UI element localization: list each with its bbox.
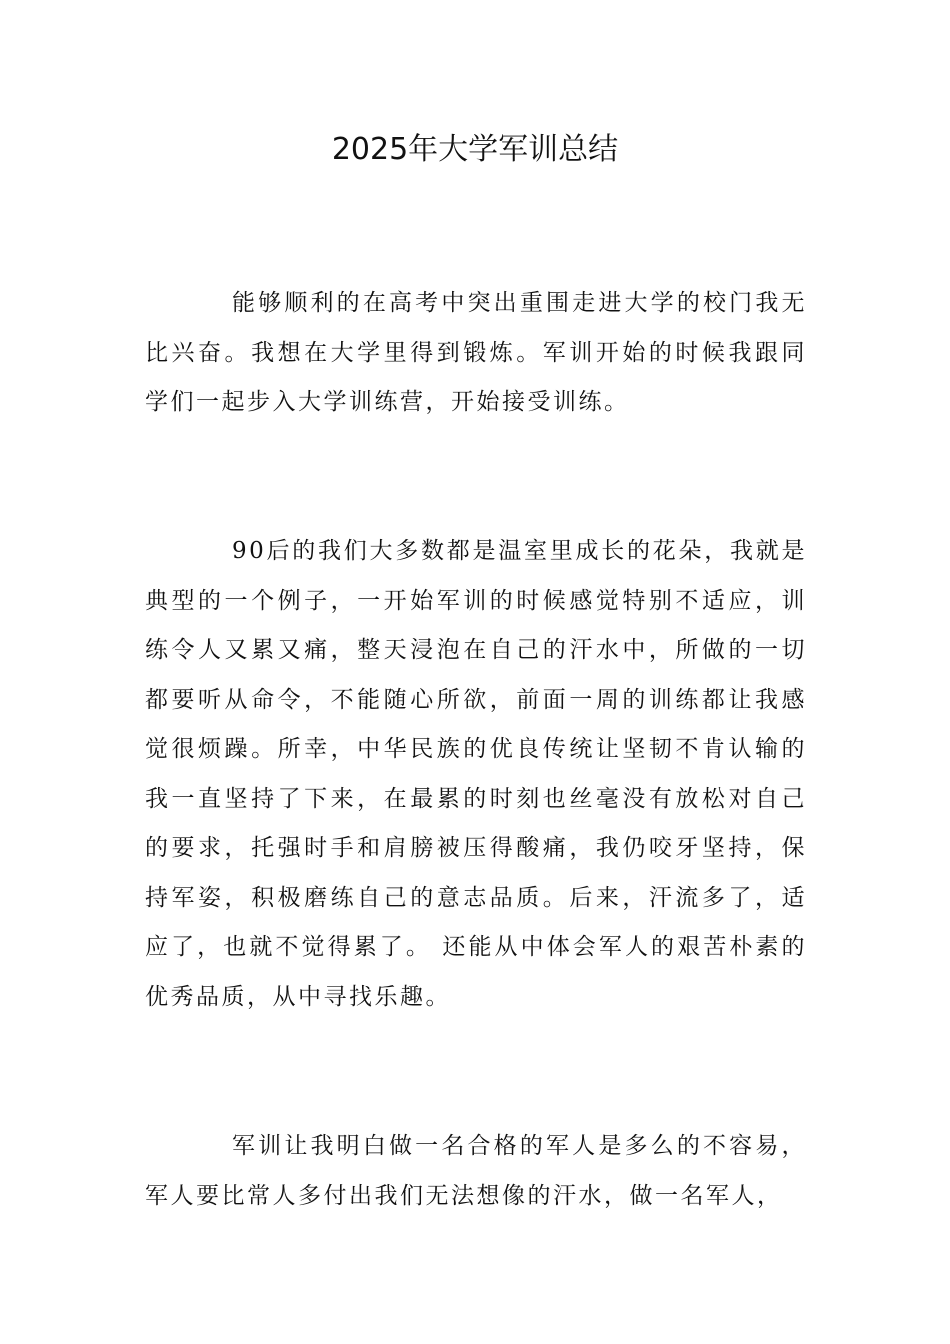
document-title: 2025年大学军训总结	[331, 132, 619, 167]
paragraph-2: 90后的我们大多数都是温室里成长的花朵，我就是典型的一个例子，一开始军训的时候感觉特别不适应，训练令人又累又痛，整天浸泡在自己的汗水中，所做的一切都要听从命令，不能随心所欲，前面一周的训练都让我感觉很烦躁。所幸，中华民族的优良传统让坚韧不肯认输的我一直坚持了下来，在最累的时刻也丝毫没有放松对自己的要求，托强时手和肩膀被压得酸痛，我仍咬牙坚持，保持军姿，积极磨练自己的意志品质。后来，汗流多了，适应了，也就不觉得累了。 还能从中体会军人的艰苦朴素的优秀品质，从中寻找乐趣。	[145, 538, 807, 1010]
paragraph-3: 军训让我明白做一名合格的军人是多么的不容易，军人要比常人多付出我们无法想像的汗水，做一名军人，	[145, 1133, 807, 1209]
paragraph-1: 能够顺利的在高考中突出重围走进大学的校门我无比兴奋。我想在大学里得到锻炼。军训开始的时候我跟同学们一起步入大学训练营，开始接受训练。	[145, 290, 807, 415]
